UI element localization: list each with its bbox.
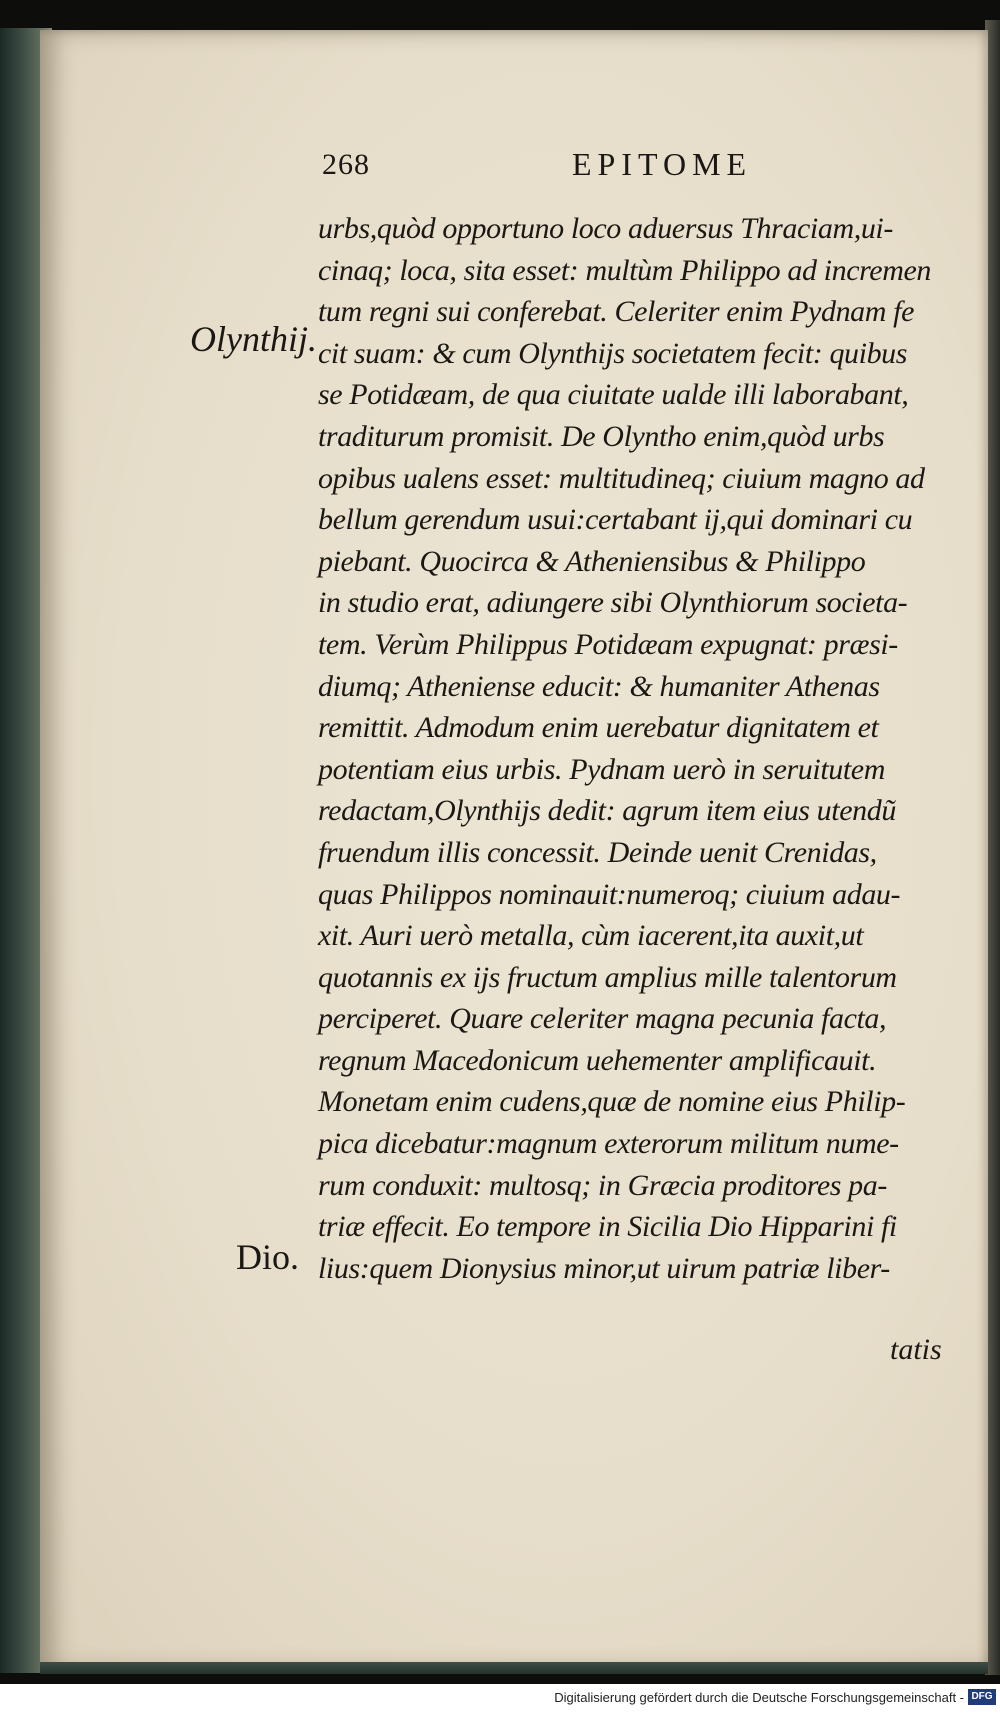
text-line: opibus ualens esset: multitudineq; ciuium magno ad — [318, 461, 925, 495]
text-line: Monetam enim cudens,quæ de nomine eius Philip- — [318, 1085, 906, 1119]
marginal-note: Dio. — [236, 1237, 299, 1277]
text-line: remittit. Admodum enim uerebatur dignitatem et — [318, 711, 879, 745]
catchword: tatis — [890, 1333, 942, 1366]
text-line: regnum Macedonicum uehementer amplificauit. — [318, 1043, 877, 1077]
text-line: tum regni sui conferebat. Celeriter enim Pydnam fe — [318, 295, 914, 329]
page-bottom-edge — [40, 1662, 988, 1674]
running-head: EPITOME — [572, 146, 753, 182]
funding-credit: Digitalisierung gefördert durch die Deutsche Forschungsgemeinschaft - — [554, 1690, 964, 1705]
text-line: piebant. Quocirca & Atheniensibus & Philippo — [318, 544, 866, 578]
text-line: fruendum illis concessit. Deinde uenit Crenidas, — [318, 835, 877, 869]
text-line: in studio erat, adiungere sibi Olynthiorum societa- — [318, 586, 908, 620]
text-line: bellum gerendum usui:certabant ij,qui dominari cu — [318, 503, 913, 537]
marginal-note: Olynthij. — [190, 319, 317, 359]
text-line: cit suam: & cum Olynthijs societatem fecit: quibus — [318, 336, 908, 370]
body-text — [318, 208, 958, 1289]
text-line: pica dicebatur:magnum exterorum militum nume- — [318, 1127, 899, 1161]
text-line: perciperet. Quare celeriter magna pecunia facta, — [318, 1002, 887, 1036]
text-line: traditurum promisit. De Olyntho enim,quòd urbs — [318, 419, 885, 453]
text-line: lius:quem Dionysius minor,ut uirum patriæ liber- — [318, 1251, 890, 1285]
text-line: cinaq; loca, sita esset: multùm Philippo ad incremen — [318, 253, 931, 287]
text-line: rum conduxit: multosq; in Græcia proditores pa- — [318, 1168, 887, 1202]
text-line: quas Philippos nominauit:numeroq; ciuium adau- — [318, 877, 901, 911]
text-line: redactam,Olynthijs dedit: agrum item eius utendũ — [318, 794, 896, 828]
dfg-logo: DFG — [968, 1689, 996, 1705]
page-number: 268 — [322, 148, 370, 181]
text-line: diumq; Atheniense educit: & humaniter Athenas — [318, 669, 880, 703]
footer-bar — [0, 1684, 1000, 1715]
text-line: quotannis ex ijs fructum amplius mille talentorum — [318, 960, 897, 994]
text-line: se Potidæam, de qua ciuitate ualde illi laborabant, — [318, 378, 909, 412]
text-line: potentiam eius urbis. Pydnam uerò in seruitutem — [318, 752, 885, 786]
text-line: urbs,quòd opportuno loco aduersus Thraciam,ui- — [318, 212, 893, 245]
text-line: xit. Auri uerò metalla, cùm iacerent,ita auxit,ut — [318, 919, 864, 953]
text-line: tem. Verùm Philippus Potidæam expugnat: præsi- — [318, 627, 898, 661]
text-line: triæ effecit. Eo tempore in Sicilia Dio Hipparini fi — [318, 1210, 897, 1244]
